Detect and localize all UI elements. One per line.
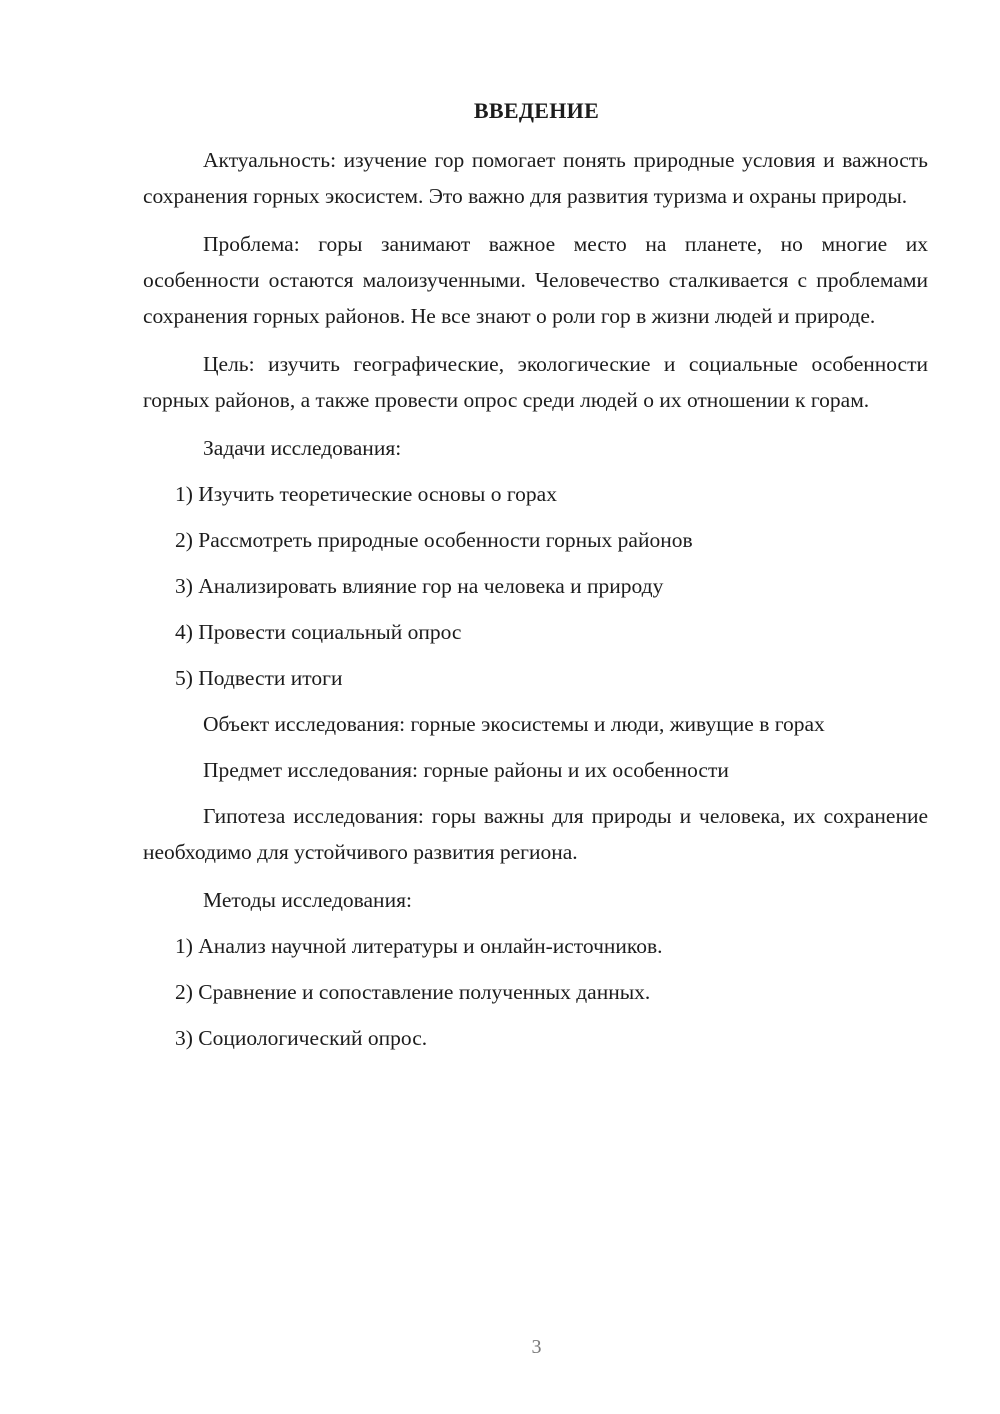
methods-label: Методы исследования: (203, 888, 412, 912)
page-body (143, 142, 928, 1056)
tasks-label: Задачи исследования: (203, 436, 402, 460)
task-item: 4) Провести социальный опрос (175, 620, 462, 644)
task-item: 1) Изучить теоретические основы о горах (175, 482, 557, 506)
hypothesis-paragraph: Гипотеза исследования: горы важны для природы и человека, их сохранение необходимо для устойчивого развития региона. (143, 804, 928, 864)
task-item: 5) Подвести итоги (175, 666, 343, 690)
task-item: 2) Рассмотреть природные особенности горных районов (175, 528, 693, 552)
research-object: Объект исследования: горные экосистемы и люди, живущие в горах (203, 712, 825, 736)
page-number: 3 (531, 1336, 542, 1358)
method-item: 3) Социологический опрос. (175, 1026, 428, 1050)
relevance-paragraph: Актуальность: изучение гор помогает понять природные условия и важность сохранения горных экосистем. Это важно для развития туризма и охраны природы. (143, 148, 928, 208)
section-heading: ВВЕДЕНИЕ (473, 98, 600, 123)
method-item: 2) Сравнение и сопоставление полученных данных. (175, 980, 651, 1004)
problem-paragraph: Проблема: горы занимают важное место на планете, но многие их особенности остаются малоизученными. Человечество сталкивается с проблемами сохранения горных районов. Не все знают о роли гор в жизни людей и природе. (143, 232, 928, 328)
method-item: 1) Анализ научной литературы и онлайн-источников. (175, 934, 663, 958)
research-subject: Предмет исследования: горные районы и их особенности (203, 758, 729, 782)
task-item: 3) Анализировать влияние гор на человека и природу (175, 574, 664, 598)
goal-paragraph: Цель: изучить географические, экологические и социальные особенности горных районов, а также провести опрос среди людей о их отношении к горам. (143, 352, 928, 412)
